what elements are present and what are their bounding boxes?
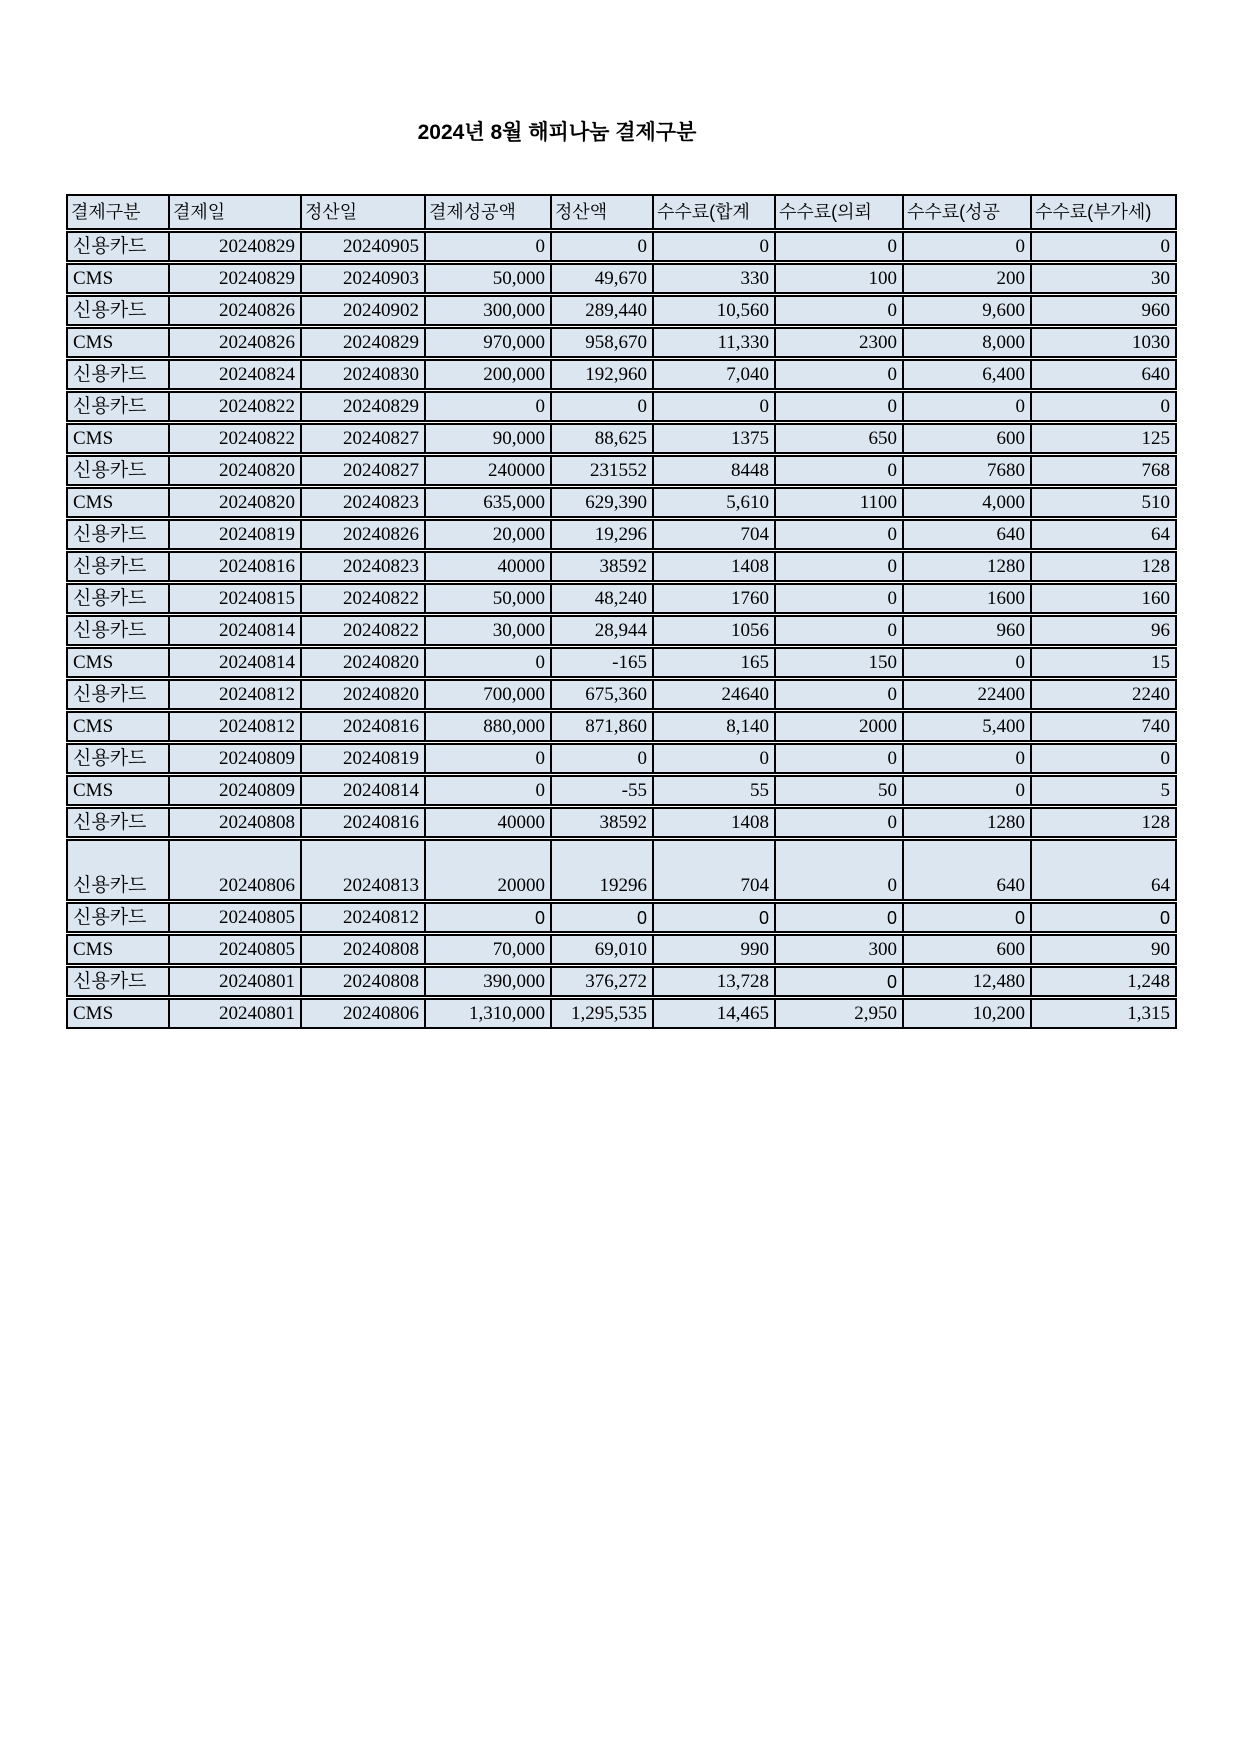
table-cell: 200,000 (424, 361, 550, 388)
table-cell: 600 (902, 936, 1030, 963)
table-cell: 20240816 (300, 713, 424, 740)
table-cell: 0 (774, 617, 902, 644)
table-cell: 20240801 (168, 968, 300, 995)
table-cell: 1056 (652, 617, 774, 644)
table-cell: 0 (774, 968, 902, 995)
table-cell: 20240806 (168, 841, 300, 899)
table-cell: 0 (774, 457, 902, 484)
table-cell: 20240823 (300, 553, 424, 580)
table-cell: 0 (424, 233, 550, 260)
table-cell: 20240814 (168, 617, 300, 644)
table-cell: 8,000 (902, 329, 1030, 356)
table-cell: 20240812 (168, 713, 300, 740)
table-cell: 0 (1030, 904, 1175, 931)
table-cell: 22400 (902, 681, 1030, 708)
table-cell: 635,000 (424, 489, 550, 516)
column-header: 수수료(의뢰 (774, 196, 902, 228)
table-cell: 신용카드 (73, 620, 147, 641)
table-row (66, 839, 1177, 901)
table-cell: 신용카드 (73, 364, 147, 385)
table-cell: 30 (1030, 265, 1175, 292)
table-cell: 0 (902, 233, 1030, 260)
column-header: 정산액 (550, 196, 652, 228)
table-row (66, 487, 1177, 518)
table-cell: 768 (1030, 457, 1175, 484)
table-cell: 20240816 (300, 809, 424, 836)
column-header: 정산일 (300, 196, 424, 228)
table-cell: 150 (774, 649, 902, 676)
table-cell: 1,295,535 (550, 1000, 652, 1027)
column-header: 결제구분 (71, 202, 141, 222)
table-cell: 20240829 (300, 393, 424, 420)
table-row (66, 551, 1177, 582)
table-cell: 49,670 (550, 265, 652, 292)
table-cell: 20240820 (300, 681, 424, 708)
table-cell: 20240826 (300, 521, 424, 548)
table-cell: CMS (73, 652, 114, 673)
table-cell: 20240829 (168, 233, 300, 260)
table-cell: 38592 (550, 553, 652, 580)
table-cell: 40000 (424, 553, 550, 580)
table-cell: 510 (1030, 489, 1175, 516)
table-cell: 704 (652, 841, 774, 899)
table-cell: CMS (73, 428, 114, 449)
table-cell: 55 (652, 777, 774, 804)
table-cell: 640 (902, 841, 1030, 899)
table-cell: 0 (1030, 233, 1175, 260)
table-row (66, 519, 1177, 550)
table-cell: 20240819 (300, 745, 424, 772)
table-cell: 0 (902, 745, 1030, 772)
table-cell: 48,240 (550, 585, 652, 612)
table-cell: 19,296 (550, 521, 652, 548)
table-cell: 40000 (424, 809, 550, 836)
table-cell: 20240809 (168, 777, 300, 804)
table-cell: 20240822 (300, 585, 424, 612)
table-cell: 신용카드 (73, 396, 147, 417)
table-cell: 0 (774, 297, 902, 324)
table-cell: CMS (73, 268, 114, 289)
table-cell: 6,400 (902, 361, 1030, 388)
table-cell: 958,670 (550, 329, 652, 356)
table-cell: 376,272 (550, 968, 652, 995)
table-cell: 0 (774, 585, 902, 612)
table-cell: 50,000 (424, 265, 550, 292)
table-cell: 20240814 (300, 777, 424, 804)
table-cell: 20240814 (168, 649, 300, 676)
table-cell: 640 (902, 521, 1030, 548)
table-cell: 20240815 (168, 585, 300, 612)
table-cell: 28,944 (550, 617, 652, 644)
table-cell: CMS (73, 716, 114, 737)
table-cell: 2240 (1030, 681, 1175, 708)
table-row (66, 807, 1177, 838)
table-cell: 70,000 (424, 936, 550, 963)
table-cell: CMS (73, 780, 114, 801)
table-cell: 0 (774, 904, 902, 931)
table-cell: 0 (652, 393, 774, 420)
table-cell: 0 (902, 904, 1030, 931)
table-cell: 20240816 (168, 553, 300, 580)
table-cell: -55 (550, 777, 652, 804)
table-cell: 0 (774, 681, 902, 708)
table-row (66, 902, 1177, 933)
table-cell: 740 (1030, 713, 1175, 740)
table-cell: 신용카드 (73, 907, 147, 928)
document-title: 2024년 8월 해피나눔 결제구분 (417, 121, 697, 144)
table-cell: 11,330 (652, 329, 774, 356)
table-row (66, 743, 1177, 774)
table-cell: 1100 (774, 489, 902, 516)
table-cell: 20240820 (300, 649, 424, 676)
table-cell: 390,000 (424, 968, 550, 995)
table-cell: 0 (774, 841, 902, 899)
table-cell: 신용카드 (73, 588, 147, 609)
column-header: 수수료(부가세) (1030, 196, 1175, 228)
table-row (66, 455, 1177, 486)
table-cell: 2,950 (774, 1000, 902, 1027)
table-cell: 88,625 (550, 425, 652, 452)
table-cell: 960 (902, 617, 1030, 644)
table-cell: 신용카드 (73, 875, 147, 896)
table-cell: 96 (1030, 617, 1175, 644)
table-row (66, 423, 1177, 454)
table-cell: 1408 (652, 809, 774, 836)
table-cell: 289,440 (550, 297, 652, 324)
table-cell: 0 (550, 904, 652, 931)
table-cell: 20,000 (424, 521, 550, 548)
table-cell: 38592 (550, 809, 652, 836)
table-cell: 0 (1030, 393, 1175, 420)
table-cell: 231552 (550, 457, 652, 484)
table-row (66, 391, 1177, 422)
table-row (66, 711, 1177, 742)
table-cell: 10,200 (902, 1000, 1030, 1027)
table-cell: 5,400 (902, 713, 1030, 740)
table-cell: 90,000 (424, 425, 550, 452)
table-cell: 24640 (652, 681, 774, 708)
table-cell: 0 (652, 233, 774, 260)
table-row (66, 327, 1177, 358)
table-cell: CMS (73, 939, 114, 960)
table-cell: 20240827 (300, 457, 424, 484)
table-cell: 20240902 (300, 297, 424, 324)
table-cell: 신용카드 (73, 460, 147, 481)
table-cell: 160 (1030, 585, 1175, 612)
table-cell: 0 (424, 904, 550, 931)
table-cell: 0 (774, 521, 902, 548)
table-cell: 12,480 (902, 968, 1030, 995)
table-cell: 0 (774, 233, 902, 260)
table-row (66, 934, 1177, 965)
table-cell: 20240820 (168, 489, 300, 516)
table-cell: 330 (652, 265, 774, 292)
table-cell: 0 (424, 649, 550, 676)
table-row (66, 263, 1177, 294)
table-cell: 675,360 (550, 681, 652, 708)
table-cell: 20240820 (168, 457, 300, 484)
table-cell: 20240809 (168, 745, 300, 772)
table-cell: 신용카드 (73, 748, 147, 769)
table-cell: 125 (1030, 425, 1175, 452)
table-cell: 19296 (550, 841, 652, 899)
table-row (66, 295, 1177, 326)
table-cell: 0 (652, 745, 774, 772)
column-header: 결제일 (168, 196, 300, 228)
table-cell: 1,248 (1030, 968, 1175, 995)
table-cell: 1760 (652, 585, 774, 612)
table-cell: 128 (1030, 553, 1175, 580)
table-cell: 64 (1030, 841, 1175, 899)
table-cell: 30,000 (424, 617, 550, 644)
table-cell: 10,560 (652, 297, 774, 324)
table-cell: 20000 (424, 841, 550, 899)
table-cell: CMS (73, 492, 114, 513)
table-cell: 20240819 (168, 521, 300, 548)
table-cell: 20240812 (168, 681, 300, 708)
table-cell: 0 (550, 393, 652, 420)
table-cell: 8,140 (652, 713, 774, 740)
column-header: 수수료(합계 (652, 196, 774, 228)
table-cell: 13,728 (652, 968, 774, 995)
table-cell: 0 (550, 233, 652, 260)
table-cell: 20240822 (168, 393, 300, 420)
table-cell: 650 (774, 425, 902, 452)
table-cell: 0 (424, 745, 550, 772)
table-cell: 0 (902, 393, 1030, 420)
table-cell: -165 (550, 649, 652, 676)
table-cell: 1,315 (1030, 1000, 1175, 1027)
table-cell: 0 (550, 745, 652, 772)
table-cell: 69,010 (550, 936, 652, 963)
table-row (66, 359, 1177, 390)
table-cell: 990 (652, 936, 774, 963)
table-cell: 871,860 (550, 713, 652, 740)
table-row (66, 775, 1177, 806)
table-cell: 5,610 (652, 489, 774, 516)
table-cell: 0 (1030, 745, 1175, 772)
table-cell: 0 (424, 393, 550, 420)
table-cell: 1280 (902, 553, 1030, 580)
table-cell: 20240829 (300, 329, 424, 356)
table-row (66, 679, 1177, 710)
table-cell: 20240823 (300, 489, 424, 516)
table-cell: 1600 (902, 585, 1030, 612)
table-cell: 90 (1030, 936, 1175, 963)
table-cell: 5 (1030, 777, 1175, 804)
table-cell: 0 (774, 553, 902, 580)
table-cell: 0 (652, 904, 774, 931)
table-cell: 20240812 (300, 904, 424, 931)
table-cell: 20240806 (300, 1000, 424, 1027)
table-cell: 14,465 (652, 1000, 774, 1027)
table-cell: 0 (902, 777, 1030, 804)
table-cell: 300 (774, 936, 902, 963)
table-cell: 200 (902, 265, 1030, 292)
table-cell: 20240813 (300, 841, 424, 899)
table-cell: 20240826 (168, 329, 300, 356)
table-cell: 0 (774, 809, 902, 836)
table-cell: 1280 (902, 809, 1030, 836)
table-row (66, 966, 1177, 997)
table-cell: 0 (424, 777, 550, 804)
table-cell: 20240903 (300, 265, 424, 292)
table-cell: CMS (73, 332, 114, 353)
table-cell: 15 (1030, 649, 1175, 676)
table-cell: 20240830 (300, 361, 424, 388)
table-cell: 7680 (902, 457, 1030, 484)
table-cell: 신용카드 (73, 556, 147, 577)
table-cell: 20240808 (300, 936, 424, 963)
table-header-row (66, 194, 1177, 230)
column-header: 수수료(성공 (902, 196, 1030, 228)
column-header: 결제성공액 (424, 196, 550, 228)
table-cell: 2000 (774, 713, 902, 740)
table-cell: 20240822 (300, 617, 424, 644)
table-row (66, 615, 1177, 646)
table-cell: 100 (774, 265, 902, 292)
table-cell: 20240827 (300, 425, 424, 452)
table-cell: 0 (774, 393, 902, 420)
table-cell: 64 (1030, 521, 1175, 548)
table-cell: 50,000 (424, 585, 550, 612)
table-cell: 4,000 (902, 489, 1030, 516)
table-cell: 20240805 (168, 904, 300, 931)
table-cell: 9,600 (902, 297, 1030, 324)
table-cell: 신용카드 (73, 524, 147, 545)
table-cell: 신용카드 (73, 684, 147, 705)
table-cell: 0 (774, 745, 902, 772)
table-cell: 1408 (652, 553, 774, 580)
table-cell: 20240805 (168, 936, 300, 963)
table-cell: 640 (1030, 361, 1175, 388)
table-cell: 128 (1030, 809, 1175, 836)
table-cell: 1375 (652, 425, 774, 452)
table-cell: 8448 (652, 457, 774, 484)
table-cell: 704 (652, 521, 774, 548)
table-cell: 20240905 (300, 233, 424, 260)
table-cell: 20240801 (168, 1000, 300, 1027)
table-cell: 0 (774, 361, 902, 388)
payment-table (66, 194, 1177, 1029)
table-row (66, 647, 1177, 678)
table-cell: 0 (902, 649, 1030, 676)
table-cell: 20240826 (168, 297, 300, 324)
table-cell: 880,000 (424, 713, 550, 740)
table-cell: 7,040 (652, 361, 774, 388)
table-cell: 192,960 (550, 361, 652, 388)
table-cell: 신용카드 (73, 971, 147, 992)
table-cell: 300,000 (424, 297, 550, 324)
table-cell: 629,390 (550, 489, 652, 516)
table-cell: 20240829 (168, 265, 300, 292)
table-cell: 20240808 (168, 809, 300, 836)
table-cell: 신용카드 (73, 236, 147, 257)
table-cell: 2300 (774, 329, 902, 356)
table-cell: CMS (73, 1003, 114, 1024)
table-cell: 970,000 (424, 329, 550, 356)
table-row (66, 583, 1177, 614)
table-row (66, 998, 1177, 1029)
table-cell: 1,310,000 (424, 1000, 550, 1027)
table-cell: 20240822 (168, 425, 300, 452)
table-row (66, 231, 1177, 262)
table-cell: 신용카드 (73, 812, 147, 833)
table-cell: 20240824 (168, 361, 300, 388)
table-cell: 1030 (1030, 329, 1175, 356)
table-cell: 20240808 (300, 968, 424, 995)
table-cell: 165 (652, 649, 774, 676)
table-cell: 960 (1030, 297, 1175, 324)
table-cell: 신용카드 (73, 300, 147, 321)
table-cell: 50 (774, 777, 902, 804)
table-cell: 240000 (424, 457, 550, 484)
table-cell: 700,000 (424, 681, 550, 708)
table-cell: 600 (902, 425, 1030, 452)
